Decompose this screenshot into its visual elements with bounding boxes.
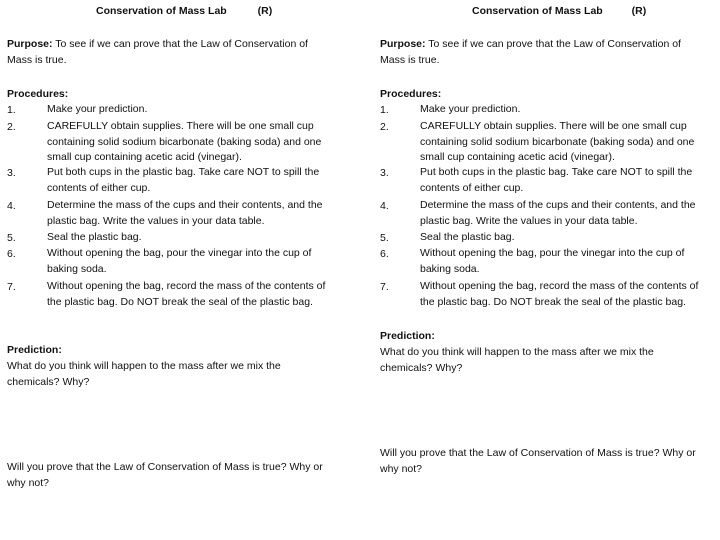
- purpose: [380, 37, 706, 68]
- step-number: 7.: [7, 281, 16, 293]
- purpose-text: To see if we can prove that the Law of Conservation of Mass is true.: [7, 38, 308, 66]
- step-number: 5.: [380, 232, 389, 244]
- step-text: Put both cups in the plastic bag. Take care NOT to spill the contents of either cup.: [420, 166, 693, 194]
- step-text: Without opening the bag, record the mass of the contents of the plastic bag. Do NOT break the seal of the plastic bag.: [420, 280, 699, 308]
- step-text: CAREFULLY obtain supplies. There will be one small cup containing solid sodium bicarbonate (baking soda) and one small cup containing acetic acid (vinegar).: [420, 120, 695, 163]
- purpose-label: Purpose:: [380, 38, 426, 50]
- title-marker: (R): [257, 5, 273, 17]
- step-text: Make your prediction.: [420, 103, 521, 115]
- step-text: Seal the plastic bag.: [47, 231, 142, 243]
- step-text: Determine the mass of the cups and their contents, and the plastic bag. Write the values in your data table.: [47, 199, 323, 227]
- step-number: 4.: [380, 200, 389, 212]
- page-title: [472, 5, 646, 17]
- worksheet-right: [380, 0, 713, 540]
- step-number: 5.: [7, 232, 16, 244]
- step-number: 1.: [7, 104, 16, 116]
- prediction-label: Prediction:: [7, 344, 62, 356]
- purpose: [7, 37, 333, 68]
- step-text: Without opening the bag, record the mass of the contents of the plastic bag. Do NOT break the seal of the plastic bag.: [47, 280, 326, 308]
- prediction-question: What do you think will happen to the mass after we mix the chemicals? Why?: [7, 360, 281, 388]
- step-number: 2.: [7, 121, 16, 133]
- step-number: 4.: [7, 200, 16, 212]
- purpose-text: To see if we can prove that the Law of Conservation of Mass is true.: [380, 38, 681, 66]
- worksheet-left: [7, 0, 337, 540]
- title-text: Conservation of Mass Lab: [96, 5, 227, 17]
- step-number: 6.: [380, 248, 389, 260]
- step-text: Seal the plastic bag.: [420, 231, 515, 243]
- purpose-label: Purpose:: [7, 38, 53, 50]
- step-text: Determine the mass of the cups and their contents, and the plastic bag. Write the values in your data table.: [420, 199, 696, 227]
- step-text: Put both cups in the plastic bag. Take care NOT to spill the contents of either cup.: [47, 166, 320, 194]
- step-number: 3.: [380, 167, 389, 179]
- title-text: Conservation of Mass Lab: [472, 5, 603, 17]
- prediction-question: What do you think will happen to the mass after we mix the chemicals? Why?: [380, 346, 654, 374]
- step-text: Without opening the bag, pour the vinegar into the cup of baking soda.: [420, 247, 685, 275]
- step-text: CAREFULLY obtain supplies. There will be one small cup containing solid sodium bicarbonate (baking soda) and one small cup containing acetic acid (vinegar).: [47, 120, 322, 163]
- step-number: 3.: [7, 167, 16, 179]
- step-text: Without opening the bag, pour the vinegar into the cup of baking soda.: [47, 247, 312, 275]
- final-question: Will you prove that the Law of Conservation of Mass is true? Why or why not?: [380, 447, 696, 475]
- title-marker: (R): [631, 5, 647, 17]
- procedures-label: Procedures:: [7, 88, 69, 100]
- procedures-label: Procedures:: [380, 88, 442, 100]
- step-number: 7.: [380, 281, 389, 293]
- prediction-label: Prediction:: [380, 330, 435, 342]
- step-text: Make your prediction.: [47, 103, 148, 115]
- step-number: 1.: [380, 104, 389, 116]
- page-title: [96, 5, 272, 17]
- final-question: Will you prove that the Law of Conservation of Mass is true? Why or why not?: [7, 461, 323, 489]
- step-number: 6.: [7, 248, 16, 260]
- step-number: 2.: [380, 121, 389, 133]
